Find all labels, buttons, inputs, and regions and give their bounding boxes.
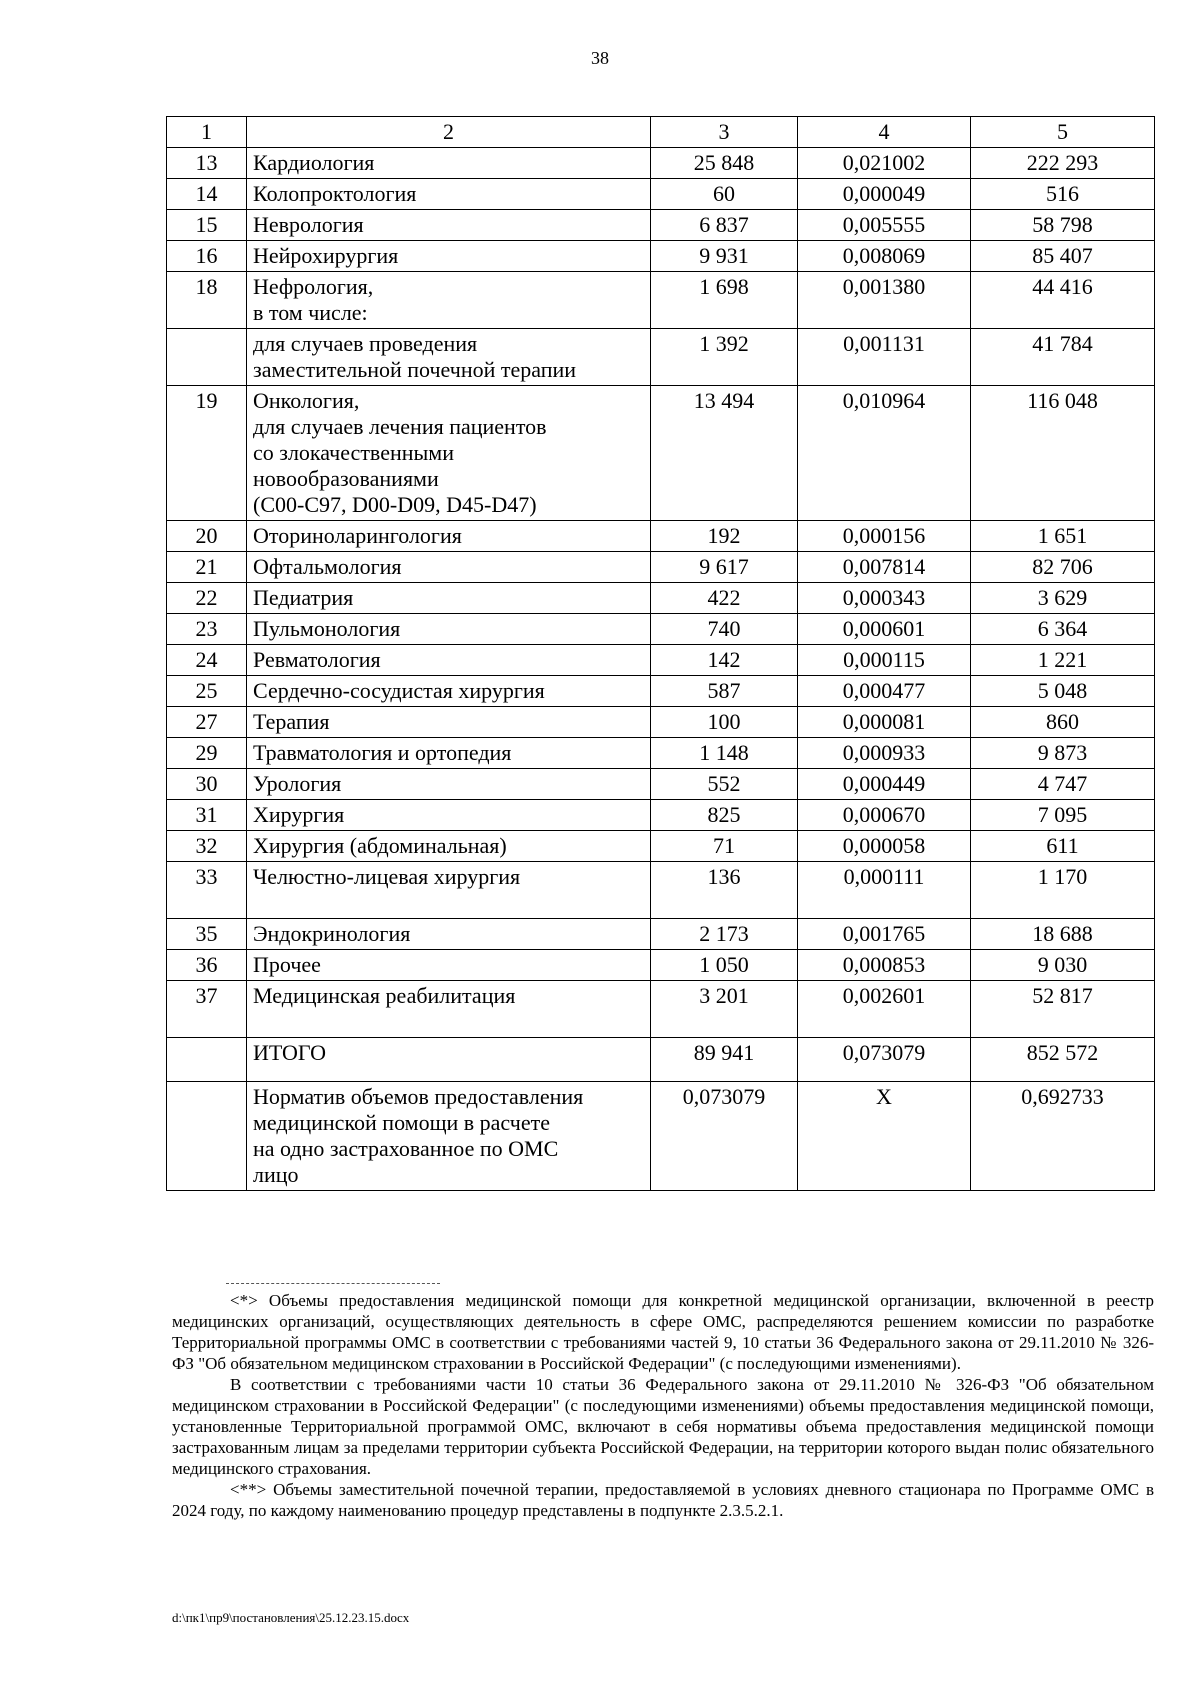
cell-name: [247, 769, 651, 800]
cell-number: 35: [167, 919, 247, 950]
cell-name-line: на одно застрахованное по ОМС: [253, 1136, 559, 1161]
cell-cost: 5 048: [971, 676, 1155, 707]
cell-name-line: Нефрология,: [253, 274, 374, 299]
cell-name-line: Челюстно-лицевая хирургия: [253, 864, 521, 889]
cell-name-line: Офтальмология: [253, 554, 402, 579]
cell-per-insured: Х: [798, 1082, 971, 1191]
footnote-1: <*> Объемы предоставления медицинской помощи для конкретной медицинской организации, включенной в реестр медицинских организаций, осуществляющих деятельность в сфере ОМС, распределяются решением комиссии по разработке Территориальной программы ОМС в соответствии с требованиями частей 9, 10 статьи 36 Федерального закона от 29.11.2010 № 326-ФЗ "Об обязательном медицинском страховании в Российской Федерации" (с последующими изменениями).: [172, 1291, 1154, 1373]
cell-name-line: в том числе:: [253, 300, 368, 325]
cell-name: [247, 210, 651, 241]
cell-cost: 82 706: [971, 552, 1155, 583]
cell-cost: 41 784: [971, 329, 1155, 386]
cell-name-line: Хирургия (абдоминальная): [253, 833, 507, 858]
page-number: 38: [591, 48, 609, 68]
table-row: [167, 676, 1155, 707]
cell-per-insured: 0,000111: [798, 862, 971, 919]
cell-cost: 6 364: [971, 614, 1155, 645]
cell-per-insured: 0,000115: [798, 645, 971, 676]
cell-per-insured: 0,007814: [798, 552, 971, 583]
cell-name: [247, 386, 651, 521]
cell-per-insured: 0,000601: [798, 614, 971, 645]
cell-name-line: Неврология: [253, 212, 364, 237]
cell-name-line: заместительной почечной терапии: [253, 357, 577, 382]
cell-name: [247, 179, 651, 210]
cell-cost: 1 651: [971, 521, 1155, 552]
cell-per-insured: 0,073079: [798, 1038, 971, 1082]
cell-cost: 3 629: [971, 583, 1155, 614]
cell-name: [247, 738, 651, 769]
table-row: [167, 329, 1155, 386]
table-row: [167, 862, 1155, 919]
table-row: [167, 614, 1155, 645]
cell-cost: 611: [971, 831, 1155, 862]
cell-volume: 100: [651, 707, 798, 738]
cell-volume: 142: [651, 645, 798, 676]
cell-per-insured: 0,000933: [798, 738, 971, 769]
table-row: [167, 800, 1155, 831]
table-row: [167, 919, 1155, 950]
header-cell: 5: [971, 117, 1155, 148]
cell-number: 27: [167, 707, 247, 738]
cell-cost: 85 407: [971, 241, 1155, 272]
cell-number: 25: [167, 676, 247, 707]
cell-number: 20: [167, 521, 247, 552]
table-row: [167, 738, 1155, 769]
cell-number: 37: [167, 981, 247, 1038]
cell-number: 29: [167, 738, 247, 769]
cell-name-line: Хирургия: [253, 802, 345, 827]
cell-cost: 852 572: [971, 1038, 1155, 1082]
table-row: [167, 386, 1155, 521]
table-row: [167, 769, 1155, 800]
cell-name: [247, 950, 651, 981]
cell-name-line: [253, 1009, 644, 1035]
cell-cost: 18 688: [971, 919, 1155, 950]
cell-name: [247, 552, 651, 583]
cell-name-line: Ревматология: [253, 647, 381, 672]
cell-number: 13: [167, 148, 247, 179]
cell-number: 31: [167, 800, 247, 831]
table-row: [167, 831, 1155, 862]
cell-volume: 1 698: [651, 272, 798, 329]
cell-number: 36: [167, 950, 247, 981]
cell-per-insured: 0,002601: [798, 981, 971, 1038]
cell-name: [247, 831, 651, 862]
cell-volume: 1 050: [651, 950, 798, 981]
cell-name: [247, 329, 651, 386]
cell-name: [247, 148, 651, 179]
cell-name-line: Кардиология: [253, 150, 375, 175]
cell-cost: 52 817: [971, 981, 1155, 1038]
cell-volume: 9 931: [651, 241, 798, 272]
cell-per-insured: 0,000156: [798, 521, 971, 552]
cell-per-insured: 0,001131: [798, 329, 971, 386]
cell-volume: 740: [651, 614, 798, 645]
cell-name: [247, 919, 651, 950]
cell-name-line: (C00-C97, D00-D09, D45-D47): [253, 492, 537, 517]
cell-volume: 422: [651, 583, 798, 614]
cell-per-insured: 0,000449: [798, 769, 971, 800]
volumes-table: [166, 116, 1155, 1191]
file-path: d:\пк1\пр9\постановления\25.12.23.15.docx: [172, 1610, 410, 1625]
cell-name: [247, 241, 651, 272]
table-row: [167, 583, 1155, 614]
cell-volume: 192: [651, 521, 798, 552]
cell-cost: 860: [971, 707, 1155, 738]
cell-name-line: Оториноларингология: [253, 523, 462, 548]
cell-name-line: Педиатрия: [253, 585, 354, 610]
footnote-2: В соответствии с требованиями части 10 статьи 36 Федерального закона от 29.11.2010 № 326-ФЗ "Об обязательном медицинском страховании в Российской Федерации" (с последующими изменениями) объемы предоставления медицинской помощи, установленные Территориальной программой ОМС, включают в себя нормативы объема предоставления медицинской помощи застрахованным лицам за пределами территории субъекта Российской Федерации, на территории которого выдан полис обязательного медицинского страхования.: [172, 1375, 1154, 1478]
cell-per-insured: 0,021002: [798, 148, 971, 179]
cell-name: [247, 645, 651, 676]
cell-number: [167, 1082, 247, 1191]
cell-cost: 222 293: [971, 148, 1155, 179]
cell-name-line: Терапия: [253, 709, 330, 734]
cell-per-insured: 0,001380: [798, 272, 971, 329]
header-cell: 1: [167, 117, 247, 148]
cell-name: [247, 614, 651, 645]
cell-name-line: Норматив объемов предоставления: [253, 1084, 584, 1109]
cell-number: 15: [167, 210, 247, 241]
cell-volume: 825: [651, 800, 798, 831]
cell-name-line: Онкология,: [253, 388, 360, 413]
cell-number: [167, 1038, 247, 1082]
cell-volume: 60: [651, 179, 798, 210]
table-row: [167, 981, 1155, 1038]
cell-per-insured: 0,000058: [798, 831, 971, 862]
cell-volume: 552: [651, 769, 798, 800]
cell-number: 19: [167, 386, 247, 521]
table-row: [167, 950, 1155, 981]
cell-name-line: Медицинская реабилитация: [253, 983, 516, 1008]
cell-per-insured: 0,008069: [798, 241, 971, 272]
cell-cost: 1 221: [971, 645, 1155, 676]
cell-name: [247, 800, 651, 831]
cell-cost: 7 095: [971, 800, 1155, 831]
table-total-row: [167, 1038, 1155, 1082]
cell-name-line: Пульмонология: [253, 616, 401, 641]
cell-number: 21: [167, 552, 247, 583]
cell-name-line: Урология: [253, 771, 342, 796]
cell-name: [247, 272, 651, 329]
cell-number: 33: [167, 862, 247, 919]
cell-per-insured: 0,000477: [798, 676, 971, 707]
cell-per-insured: 0,005555: [798, 210, 971, 241]
cell-volume: 1 392: [651, 329, 798, 386]
cell-number: 16: [167, 241, 247, 272]
cell-name-line: Травматология и ортопедия: [253, 740, 512, 765]
table-row: [167, 272, 1155, 329]
cell-cost: 516: [971, 179, 1155, 210]
table-header-row: [167, 117, 1155, 148]
cell-cost: 116 048: [971, 386, 1155, 521]
cell-per-insured: 0,000343: [798, 583, 971, 614]
footnote-3: <**> Объемы заместительной почечной терапии, предоставляемой в условиях дневного стационара по Программе ОМС в 2024 году, по каждому наименованию процедур представлены в подпункте 2.3.5.2.1.: [172, 1480, 1154, 1520]
cell-name-line: Сердечно-сосудистая хирургия: [253, 678, 545, 703]
footnotes: [172, 1290, 1154, 1521]
cell-name: [247, 862, 651, 919]
cell-name-line: для случаев проведения: [253, 331, 478, 356]
cell-volume: 71: [651, 831, 798, 862]
cell-name: [247, 521, 651, 552]
table-norm-row: [167, 1082, 1155, 1191]
header-cell: 4: [798, 117, 971, 148]
table-row: [167, 241, 1155, 272]
cell-number: 24: [167, 645, 247, 676]
cell-number: [167, 329, 247, 386]
cell-number: 18: [167, 272, 247, 329]
cell-name: [247, 981, 651, 1038]
cell-cost: 1 170: [971, 862, 1155, 919]
cell-name: [247, 676, 651, 707]
cell-cost: 9 873: [971, 738, 1155, 769]
cell-name-line: лицо: [253, 1162, 299, 1187]
cell-volume: 89 941: [651, 1038, 798, 1082]
cell-number: 22: [167, 583, 247, 614]
cell-number: 32: [167, 831, 247, 862]
cell-per-insured: 0,000670: [798, 800, 971, 831]
cell-per-insured: 0,000049: [798, 179, 971, 210]
cell-name-line: для случаев лечения пациентов: [253, 414, 547, 439]
table-row: [167, 148, 1155, 179]
cell-name-line: Нейрохирургия: [253, 243, 399, 268]
cell-name-line: медицинской помощи в расчете: [253, 1110, 550, 1135]
cell-cost: 44 416: [971, 272, 1155, 329]
cell-volume: 9 617: [651, 552, 798, 583]
cell-number: 23: [167, 614, 247, 645]
cell-name-line: Эндокринология: [253, 921, 411, 946]
cell-name-line: новообразованиями: [253, 466, 439, 491]
cell-name: [247, 583, 651, 614]
header-cell: 2: [247, 117, 651, 148]
cell-volume: 1 148: [651, 738, 798, 769]
cell-name: [247, 707, 651, 738]
footnote-separator: [226, 1283, 440, 1284]
table-row: [167, 707, 1155, 738]
cell-per-insured: 0,000081: [798, 707, 971, 738]
table-row: [167, 521, 1155, 552]
table-row: [167, 552, 1155, 583]
cell-name-line: со злокачественными: [253, 440, 454, 465]
cell-name-line: Колопроктология: [253, 181, 417, 206]
cell-cost: 0,692733: [971, 1082, 1155, 1191]
cell-per-insured: 0,010964: [798, 386, 971, 521]
cell-volume: 25 848: [651, 148, 798, 179]
cell-volume: 13 494: [651, 386, 798, 521]
table-row: [167, 179, 1155, 210]
cell-cost: 4 747: [971, 769, 1155, 800]
cell-volume: 3 201: [651, 981, 798, 1038]
cell-number: 14: [167, 179, 247, 210]
header-cell: 3: [651, 117, 798, 148]
table-row: [167, 645, 1155, 676]
cell-name-line: [253, 890, 644, 916]
cell-cost: 58 798: [971, 210, 1155, 241]
cell-volume: 6 837: [651, 210, 798, 241]
cell-volume: 2 173: [651, 919, 798, 950]
cell-name-line: Прочее: [253, 952, 321, 977]
cell-volume: 0,073079: [651, 1082, 798, 1191]
cell-name: ИТОГО: [247, 1038, 651, 1082]
cell-volume: 136: [651, 862, 798, 919]
table-row: [167, 210, 1155, 241]
cell-volume: 587: [651, 676, 798, 707]
cell-cost: 9 030: [971, 950, 1155, 981]
cell-per-insured: 0,000853: [798, 950, 971, 981]
cell-name: [247, 1082, 651, 1191]
cell-number: 30: [167, 769, 247, 800]
cell-per-insured: 0,001765: [798, 919, 971, 950]
